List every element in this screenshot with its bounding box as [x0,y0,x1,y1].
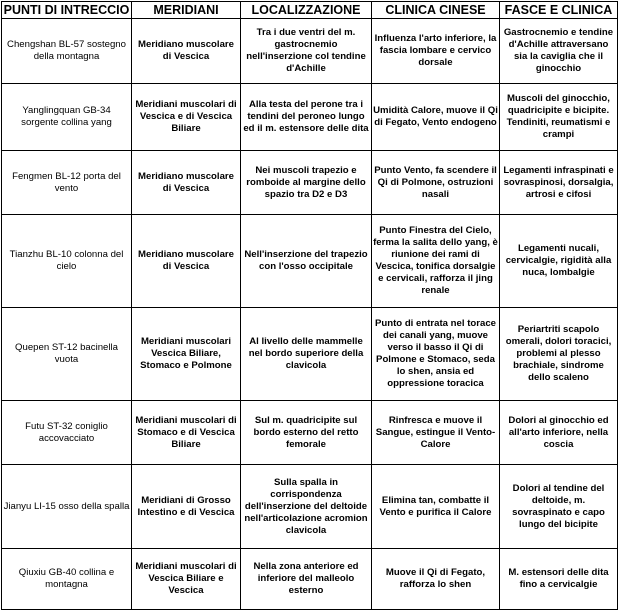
header-punti: PUNTI DI INTRECCIO [2,2,132,19]
cell-clinica: Punto Finestra del Cielo, ferma la salita dello yang, è riunione dei rami di Vescica, tonifica dorsalgie e cervicali, rafforza il jing renale [372,215,500,308]
cell-punto: Futu ST-32 coniglio accovacciato [2,401,132,465]
header-meridiani: MERIDIANI [132,2,241,19]
cell-fasce: Muscoli del ginocchio, quadricipite e bicipite. Tendiniti, reumatismi e crampi [500,84,618,151]
header-fasce-clinica: FASCE E CLINICA [500,2,618,19]
cell-meridiani: Meridiano muscolare di Vescica [132,19,241,84]
cell-meridiani: Meridiani muscolari di Stomaco e di Vescica Biliare [132,401,241,465]
header-clinica-cinese: CLINICA CINESE [372,2,500,19]
cell-punto: Quepen ST-12 bacinella vuota [2,308,132,401]
cell-clinica: Muove il Qi di Fegato, rafforza lo shen [372,549,500,610]
cell-fasce: Dolori al tendine del deltoide, m. sovraspinato e capo lungo del bicipite [500,465,618,549]
cell-clinica: Influenza l'arto inferiore, la fascia lombare e cervico dorsale [372,19,500,84]
cell-punto: Yanglingquan GB-34 sorgente collina yang [2,84,132,151]
table-row [2,401,618,465]
table-row [2,215,618,308]
cell-clinica: Punto di entrata nel torace dei canali yang, muove verso il basso il Qi di Polmone e Stomaco, seda lo shen, ansia ed oppressione toracica [372,308,500,401]
cell-fasce: Periartriti scapolo omerali, dolori toracici, problemi al plesso brachiale, sindrome dello scaleno [500,308,618,401]
cell-fasce: Dolori al ginocchio ed all'arto inferiore, nella coscia [500,401,618,465]
cell-fasce: Legamenti infraspinati e sovraspinosi, dorsalgia, artrosi e cifosi [500,151,618,215]
cell-fasce: Legamenti nucali, cervicalgie, rigidità alla nuca, lombalgie [500,215,618,308]
cell-fasce: M. estensori delle dita fino a cervicalgie [500,549,618,610]
cell-localizzazione: Nella zona anteriore ed inferiore del malleolo esterno [241,549,372,610]
cell-meridiani: Meridiani di Grosso Intestino e di Vescica [132,465,241,549]
cell-fasce: Gastrocnemio e tendine d'Achille attraversano sia la caviglia che il ginocchio [500,19,618,84]
cell-punto: Jianyu LI-15 osso della spalla [2,465,132,549]
header-row [2,2,618,19]
acupuncture-points-table [1,1,618,610]
cell-clinica: Elimina tan, combatte il Vento e purifica il Calore [372,465,500,549]
table-row [2,308,618,401]
cell-meridiani: Meridiani muscolari di Vescica e di Vescica Biliare [132,84,241,151]
table-row [2,151,618,215]
table-row [2,465,618,549]
header-localizzazione: LOCALIZZAZIONE [241,2,372,19]
cell-localizzazione: Tra i due ventri del m. gastrocnemio nell'inserzione col tendine d'Achille [241,19,372,84]
cell-clinica: Punto Vento, fa scendere il Qi di Polmone, ostruzioni nasali [372,151,500,215]
cell-punto: Tianzhu BL-10 colonna del cielo [2,215,132,308]
cell-punto: Chengshan BL-57 sostegno della montagna [2,19,132,84]
cell-meridiani: Meridiani muscolari Vescica Biliare, Stomaco e Polmone [132,308,241,401]
cell-localizzazione: Nell'inserzione del trapezio con l'osso occipitale [241,215,372,308]
cell-clinica: Rinfresca e muove il Sangue, estingue il Vento-Calore [372,401,500,465]
cell-meridiani: Meridiani muscolari di Vescica Biliare e Vescica [132,549,241,610]
cell-punto: Fengmen BL-12 porta del vento [2,151,132,215]
cell-meridiani: Meridiano muscolare di Vescica [132,215,241,308]
cell-localizzazione: Sulla spalla in corrispondenza dell'inserzione del deltoide nell'articolazione acromion clavicola [241,465,372,549]
table-row [2,549,618,610]
cell-localizzazione: Nei muscoli trapezio e romboide al margine dello spazio tra D2 e D3 [241,151,372,215]
cell-localizzazione: Al livello delle mammelle nel bordo superiore della clavicola [241,308,372,401]
cell-punto: Qiuxiu GB-40 collina e montagna [2,549,132,610]
cell-clinica: Umidità Calore, muove il Qi di Fegato, Vento endogeno [372,84,500,151]
table-row [2,19,618,84]
cell-localizzazione: Sul m. quadricipite sul bordo esterno del retto femorale [241,401,372,465]
cell-localizzazione: Alla testa del perone tra i tendini del peroneo lungo ed il m. estensore delle dita [241,84,372,151]
table-row [2,84,618,151]
cell-meridiani: Meridiano muscolare di Vescica [132,151,241,215]
